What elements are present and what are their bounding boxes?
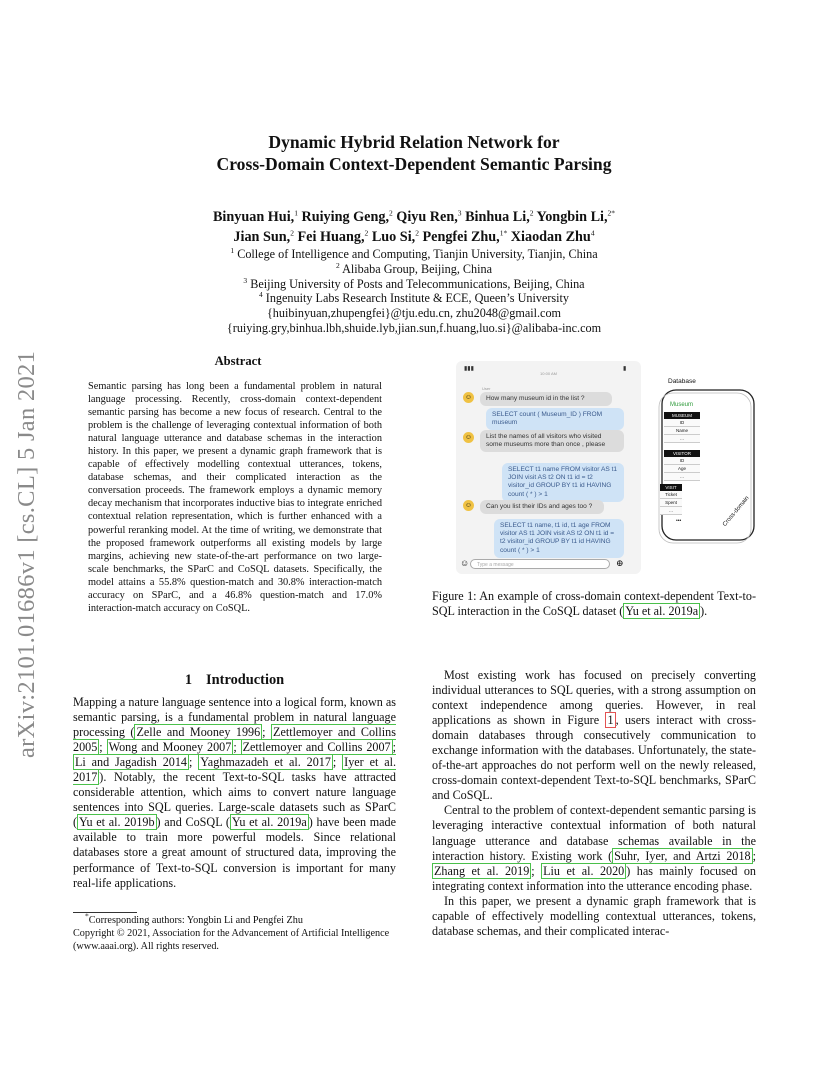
more-indicator: ••• xyxy=(676,518,682,524)
corresponding-note: *Corresponding authors: Yongbin Li and Pengfei Zhu xyxy=(85,911,303,926)
figure-caption: Figure 1: An example of cross-domain context-dependent Text-to-SQL interaction in the CoSQL dataset ( Yu et al. 2019a ). xyxy=(432,589,756,619)
table-header: VISIT xyxy=(660,484,682,491)
citation-link[interactable]: Yu et al. 2019a xyxy=(231,815,307,830)
user-avatar-icon: ☺ xyxy=(464,501,473,509)
user-avatar-icon: ☺ xyxy=(464,433,473,441)
citation-link[interactable]: Zettlemoyer and Collins 2005 xyxy=(73,725,396,755)
citation-link[interactable]: Yu et al. 2019a xyxy=(625,604,699,619)
title-line-1: Dynamic Hybrid Relation Network for xyxy=(268,132,560,152)
chat-message-sql: SELECT t1 name FROM visitor AS t1 JOIN visit AS t2 ON t1 id = t2 visitor_id GROUP BY t1 id HAVING count ( * ) > 1 xyxy=(502,463,624,502)
figure-database-panel xyxy=(648,378,758,548)
author: Fei Huang, xyxy=(297,229,365,245)
paragraph: In this paper, we present a dynamic graph framework that is capable of effectively modelling contextual utterances, tokens, database schemas, and their complicated interac- xyxy=(432,893,756,938)
author: Binyuan Hui, xyxy=(212,209,295,225)
introduction-body xyxy=(73,695,396,891)
signal-icon: ▮▮▮ xyxy=(464,366,474,372)
abstract-body: Semantic parsing has long been a fundamental problem in natural language processing. Recently, cross-domain context-dependent semantic parsing has become a new focus of research. Central to the problem is the challenge of leveraging contextual information of both natural language utterance and database schemas in the interaction history. In this paper, we present a dynamic graph framework that is capable of effectively modelling contextual utterances, tokens, database schemas, and their complicated interaction as the conversation proceeds. The framework employs a dynamic memory decay mechanism that incorporates inductive bias to integrate enriched contextual relation representation, which is further enhanced with a powerful reranking model. At the time of writing, we demonstrate that the proposed framework outperforms all existing models by large margins, achieving new state-of-the-art performance on two large-scale benchmarks, the SParC and CoSQL datasets. Specifically, the model attains a 55.8% question-match and 30.8% interaction-match accuracy on SParC, and a 46.8% question-match and 17.0% interaction-match accuracy on CoSQL. xyxy=(88,381,382,614)
table-column: ID xyxy=(664,419,700,427)
museum-label: Museum xyxy=(670,402,694,408)
add-icon[interactable]: ⊕ xyxy=(616,558,624,568)
figure-chat-mockup xyxy=(456,361,641,574)
table-column: Name xyxy=(664,427,700,435)
chat-message-sql: SELECT count ( Museum_ID ) FROM museum xyxy=(486,408,624,430)
svg-text:arXiv:2101.01686v1 [cs.CL] 5: arXiv:2101.01686v1 [cs.CL] 5 Jan 2021 xyxy=(13,350,40,758)
citation-link[interactable]: Zettlemoyer and Collins 2007 xyxy=(242,740,391,755)
table-column: ... xyxy=(664,473,700,481)
copyright-note: Copyright © 2021, Association for the Advancement of Artificial Intelligence (www.aaai.org). All rights reserved. xyxy=(73,927,390,952)
table-column: ID xyxy=(664,457,700,465)
author-line-2: Jian Sun,$^2$ Fei Huang,$^2$ Luo Si,$^2$ Pengfei Zhu,$^{1*}$ Xiaodan Zhu$^4$ xyxy=(233,228,595,245)
affiliations xyxy=(0,247,828,336)
citation-link[interactable]: Li and Jagadish 2014 xyxy=(75,755,187,770)
cross-domain-label: Cross-domain xyxy=(722,495,751,528)
table-header: VISITOR xyxy=(664,450,700,457)
arxiv-identifier xyxy=(4,302,44,758)
footnote-rule xyxy=(73,912,137,913)
table-museum xyxy=(664,412,700,443)
footnote xyxy=(73,911,396,953)
citation-link[interactable]: Liu et al. 2020 xyxy=(543,863,625,878)
paragraph: Most existing work has focused on precisely converting individual utterances to SQL queries, with a strong assumption on context independence among queries. However, in real applications as shown in Figure 1 , users interact with cross-domain databases through consecutively communication to exchange information with the databases. Unfortunately, the state-of-the-art approaches do not perform well on the newly released, cross-domain context-dependent Text-to-SQL benchmarks, SParC and CoSQL. xyxy=(432,668,757,803)
citation-link[interactable]: Iyer et al. 2017 xyxy=(73,755,396,785)
author: Yongbin Li, xyxy=(536,209,608,225)
paragraph: Central to the problem of context-dependent semantic parsing is leveraging interactive contextual information of both natural language utterance and database schemas available in the interaction history. Existing work ( Suhr, Iyer, and Artzi 2018 ; Zhang et al. 2019 ; Liu et al. 2020 ) has mainly focused on integrating context information into the utterance encoding phase. xyxy=(432,803,756,893)
email-line: {ruiying.gry,binhua.lbh,shuide.lyb,jian.sun,f.huang,luo.si}@alibaba-inc.com xyxy=(226,320,602,335)
right-column-body xyxy=(432,668,756,939)
author: Ruiying Geng, xyxy=(301,209,389,225)
citation-link[interactable]: Yu et al. 2019b xyxy=(79,815,155,830)
abstract-heading: Abstract xyxy=(214,354,262,368)
chat-message-sql: SELECT t1 name, t1 id, t1 age FROM visitor AS t1 JOIN visit AS t2 ON t1 id = t2 visitor_id GROUP BY t1 id HAVING count ( * ) > 1 xyxy=(494,519,624,558)
author-list xyxy=(0,207,828,247)
paper-title xyxy=(0,131,828,175)
table-header: MUSEUM xyxy=(664,412,700,419)
citation-link[interactable]: Zelle and Mooney 1996 xyxy=(136,725,261,740)
table-column: Spent xyxy=(660,499,682,507)
affiliation: $^4$ Ingenuity Labs Research Institute & ECE, Queen’s University xyxy=(258,290,570,306)
table-visit xyxy=(660,484,682,515)
table-column: ... xyxy=(660,507,682,515)
table-column: Age xyxy=(664,465,700,473)
affiliation: $^3$ Beijing University of Posts and Telecommunications, Beijing, China xyxy=(243,275,585,291)
figure-reference-link[interactable]: 1 xyxy=(607,713,614,728)
emoji-icon[interactable]: ☺ xyxy=(460,558,470,568)
citation-link[interactable]: Suhr, Iyer, and Artzi 2018 xyxy=(614,848,751,863)
table-column: Ticket xyxy=(660,491,682,499)
citation-link[interactable]: Yaghmazadeh et al. 2017 xyxy=(200,755,331,770)
citation-link[interactable]: Wong and Mooney 2007 xyxy=(108,740,232,755)
author: Jian Sun, xyxy=(233,229,291,245)
battery-icon: ▮ xyxy=(623,366,627,372)
chat-message-user: Can you list their IDs and ages too ? xyxy=(480,500,604,514)
author: Binhua Li, xyxy=(465,209,530,225)
author: Pengfei Zhu, xyxy=(422,229,500,245)
paragraph: Mapping a nature language sentence into a logical form, known as semantic parsing, is a fundamental problem in natural language processing ( Zelle and Mooney 1996 ; Zettlemoyer and Collins 2005 ; Wong and Mooney 2007 ; Zettlemoyer and Collins 2007 ; Li and Jagadish 2014 ; Yaghmazadeh et al. 2017 ; Iyer et al. 2017 ). Notably, the recent Text-to-SQL tasks have attracted considerable attention, which aims to convert nature language sentences into SQL queries. Large-scale datasets such as SParC ( Yu et al. 2019b ) and CoSQL ( Yu et al. 2019a ) have been made available to train more powerful models. Since relational databases store a great amount of structured data, improving the performance of Text-to-SQL conversion is important for many real-life applications. xyxy=(73,695,397,890)
chat-message-user: List the names of all visitors who visited some museums more than once , please xyxy=(480,430,624,452)
affiliation: $^2$ Alibaba Group, Beijing, China xyxy=(335,260,493,276)
database-label: Database xyxy=(668,378,696,385)
table-visitor xyxy=(664,450,700,481)
author: Qiyu Ren, xyxy=(396,209,458,225)
citation-link[interactable]: Zhang et al. 2019 xyxy=(434,863,530,878)
message-input[interactable]: Type a message xyxy=(470,559,610,569)
email-line: {huibinyuan,zhupengfei}@tju.edu.cn, zhu2048@gmail.com xyxy=(266,306,562,321)
author: Luo Si, xyxy=(371,229,416,245)
chat-message-user: How many museum id in the list ? xyxy=(480,392,612,406)
msg-meta: User xyxy=(482,386,491,391)
author-line-1: Binyuan Hui,$^1$ Ruiying Geng,$^2$ Qiyu Ren,$^3$ Binhua Li,$^2$ Yongbin Li,$^{2*}$ xyxy=(212,208,616,225)
section-heading-introduction: 1 Introduction xyxy=(184,672,285,688)
table-column: ... xyxy=(664,435,700,443)
clock: 10:00 AM xyxy=(540,371,557,376)
user-avatar-icon: ☺ xyxy=(464,393,473,401)
author: Xiaodan Zhu xyxy=(510,229,591,245)
title-line-2: Cross-Domain Context-Dependent Semantic Parsing xyxy=(216,154,612,174)
affiliation: $^1$ College of Intelligence and Computing, Tianjin University, Tianjin, China xyxy=(230,245,598,261)
status-bar xyxy=(456,361,641,379)
